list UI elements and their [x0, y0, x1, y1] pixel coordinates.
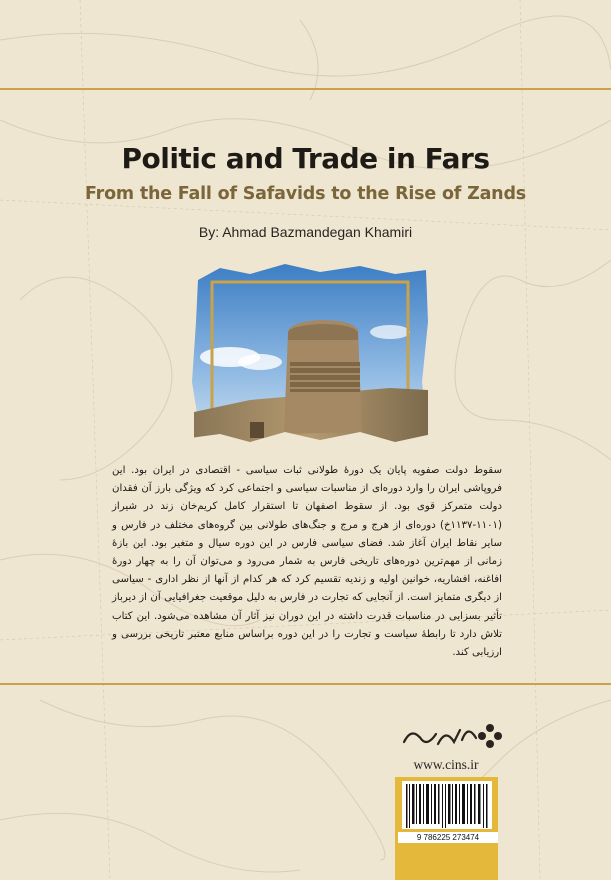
castle-photo	[190, 262, 432, 448]
bottom-divider	[0, 683, 611, 685]
book-title: Politic and Trade in Fars	[121, 142, 490, 175]
top-divider	[0, 88, 611, 90]
isbn-number: 9 786225 273474	[398, 832, 498, 843]
book-subtitle: From the Fall of Safavids to the Rise of Zands	[85, 184, 526, 204]
isbn-barcode	[402, 781, 492, 829]
publisher-logo	[398, 716, 508, 754]
publisher-url[interactable]: www.cins.ir	[413, 757, 479, 772]
book-author: By: Ahmad Bazmandegan Khamiri	[198, 224, 413, 240]
book-description: سقوط دولت صفویه پایان یک دورهٔ طولانی ثبات سیاسی - اقتصادی در ایران بود. این فروپاشی ایران را وارد دوره‌ای از مناسبات سیاسی و اجتماعی کرد که ویژگی بارز آن فقدان دولت متمرکز قوی بود. از سقوط اصفهان تا استقرار کامل کریم‌خان زند در شیراز (۱۱۰۱-۱۱۳۷خ) دوره‌ای از هرج و مرج و جنگ‌های طولانی بین گروه‌های مختلف در فارس و سایر نقاط ایران آغاز شد. فضای سیاسی فارس در این دوره سیال و متغیر بود. این بازهٔ زمانی از مهم‌ترین دوره‌های تاریخی فارس به شمار می‌رود و می‌توان آن را به چهار دورهٔ افاغنه، افشاریه، خوانین اولیه و زندیه تقسیم کرد که هر کدام از آنها از نظر اداری - سیاسی از دیگری متمایز است. از آنجایی که تجارت در فارس به دلیل موقعیت جغرافیایی آن از دیرباز تأثیر بسزایی در مناسبات قدرت داشته در این دوران نیز آثار آن مشاهده می‌شود. این کتاب تلاش دارد تا رابطهٔ سیاست و تجارت را در این دوره براساس منابع معتبر تاریخی بررسی و ارزیابی کند.	[112, 465, 502, 659]
